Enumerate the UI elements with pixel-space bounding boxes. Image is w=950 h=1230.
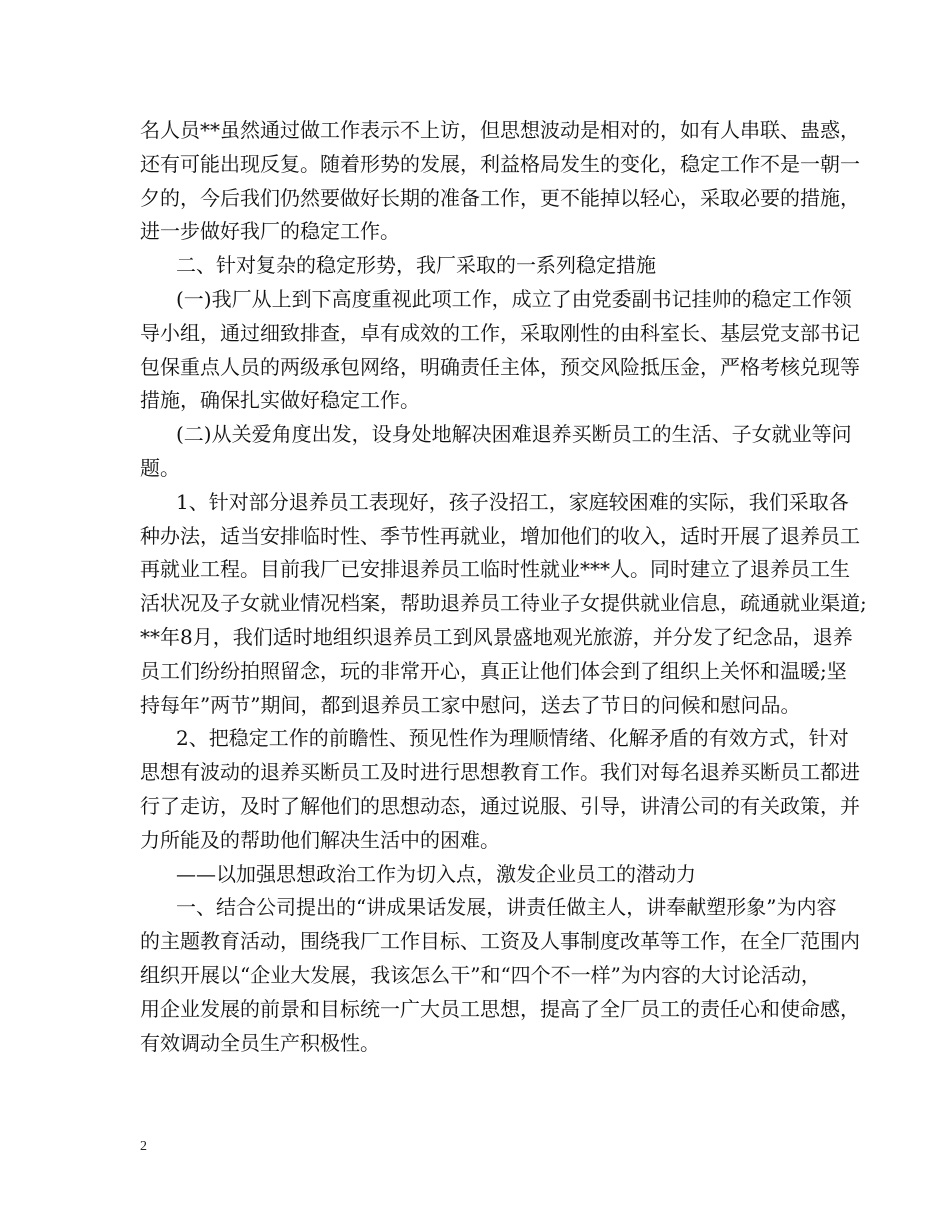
paragraph-line: 包保重点人员的两级承包网络，明确责任主体，预交风险抵压金，严格考核兑现等 <box>140 354 860 379</box>
paragraph-line: **年8月，我们适时地组织退养员工到风景盛地观光旅游，并分发了纪念品，退养 <box>140 624 853 649</box>
paragraph-line: 进一步做好我厂的稳定工作。 <box>140 219 400 244</box>
paragraph <box>140 858 812 892</box>
paragraph-line: 还有可能出现反复。随着形势的发展，利益格局发生的变化，稳定工作不是一朝一 <box>140 151 860 176</box>
paragraph-line: ——以加强思想政治工作为切入点，激发企业员工的潜动力 <box>176 861 696 886</box>
paragraph-line: 措施，确保扎实做好稳定工作。 <box>140 388 420 413</box>
paragraph-line: 名人员**虽然通过做工作表示不上访，但思想波动是相对的，如有人串联、蛊惑， <box>140 118 860 142</box>
paragraph-line: 二、针对复杂的稳定形势，我厂采取的一系列稳定措施 <box>176 253 656 278</box>
paragraph <box>140 283 860 418</box>
paragraph-line: 题。 <box>140 455 180 480</box>
paragraph-line: 再就业工程。目前我厂已安排退养员工临时性就业***人。同时建立了退养员工生 <box>140 557 850 582</box>
paragraph-line: (一)我厂从上到下高度重视此项工作，成立了由党委副书记挂帅的稳定工作领 <box>176 286 852 311</box>
paragraph <box>140 486 867 723</box>
page-number: 2 <box>140 1139 147 1154</box>
paragraph <box>140 114 860 249</box>
paragraph-line: 种办法，适当安排临时性、季节性再就业，增加他们的收入，适时开展了退养员工 <box>140 523 860 548</box>
paragraph-line: 思想有波动的退养买断员工及时进行思想教育工作。我们对每名退养买断员工都进 <box>140 760 860 785</box>
paragraph-line: 活状况及子女就业情况档案，帮助退养员工待业子女提供就业信息，疏通就业渠道; <box>140 591 867 616</box>
paragraph-line: 力所能及的帮助他们解决生活中的困难。 <box>140 827 500 852</box>
paragraph-line: 行了走访，及时了解他们的思想动态，通过说服、引导，讲清公司的有关政策，并 <box>140 793 860 818</box>
paragraph-line: 导小组，通过细致排查，卓有成效的工作，采取刚性的由科室长、基层党支部书记 <box>140 320 860 345</box>
paragraph <box>140 891 860 1060</box>
paragraph-line: 组织开展以“企业大发展，我该怎么干”和“四个不一样”为内容的大讨论活动， <box>140 962 821 987</box>
paragraph-line: (二)从关爱角度出发，设身处地解决困难退养买断员工的生活、子女就业等问 <box>176 422 852 447</box>
paragraph-line: 员工们纷纷拍照留念，玩的非常开心，真正让他们体会到了组织上关怀和温暖;坚 <box>140 658 847 683</box>
paragraph-line: 夕的，今后我们仍然要做好长期的准备工作，更不能掉以轻心，采取必要的措施， <box>140 185 860 210</box>
paragraph-line: 的主题教育活动，围绕我厂工作目标、工资及人事制度改革等工作，在全厂范围内 <box>140 929 860 954</box>
paragraph-line: 有效调动全员生产积极性。 <box>140 1030 380 1055</box>
paragraph-line: 1、针对部分退养员工表现好，孩子没招工，家庭较困难的实际，我们采取各 <box>176 489 849 514</box>
paragraph <box>140 418 852 486</box>
document-body <box>140 114 867 1060</box>
paragraph-line: 一、结合公司提出的“讲成果话发展，讲责任做主人，讲奉献塑形象”为内容 <box>176 895 837 920</box>
paragraph-line: 持每年”两节”期间，都到退养员工家中慰问，送去了节日的问候和慰问品。 <box>140 692 801 717</box>
paragraph <box>140 249 812 283</box>
paragraph <box>140 722 860 857</box>
paragraph-line: 用企业发展的前景和目标统一广大员工思想，提高了全厂员工的责任心和使命感， <box>140 996 860 1021</box>
paragraph-line: 2、把稳定工作的前瞻性、预见性作为理顺情绪、化解矛盾的有效方式，针对 <box>176 726 849 751</box>
